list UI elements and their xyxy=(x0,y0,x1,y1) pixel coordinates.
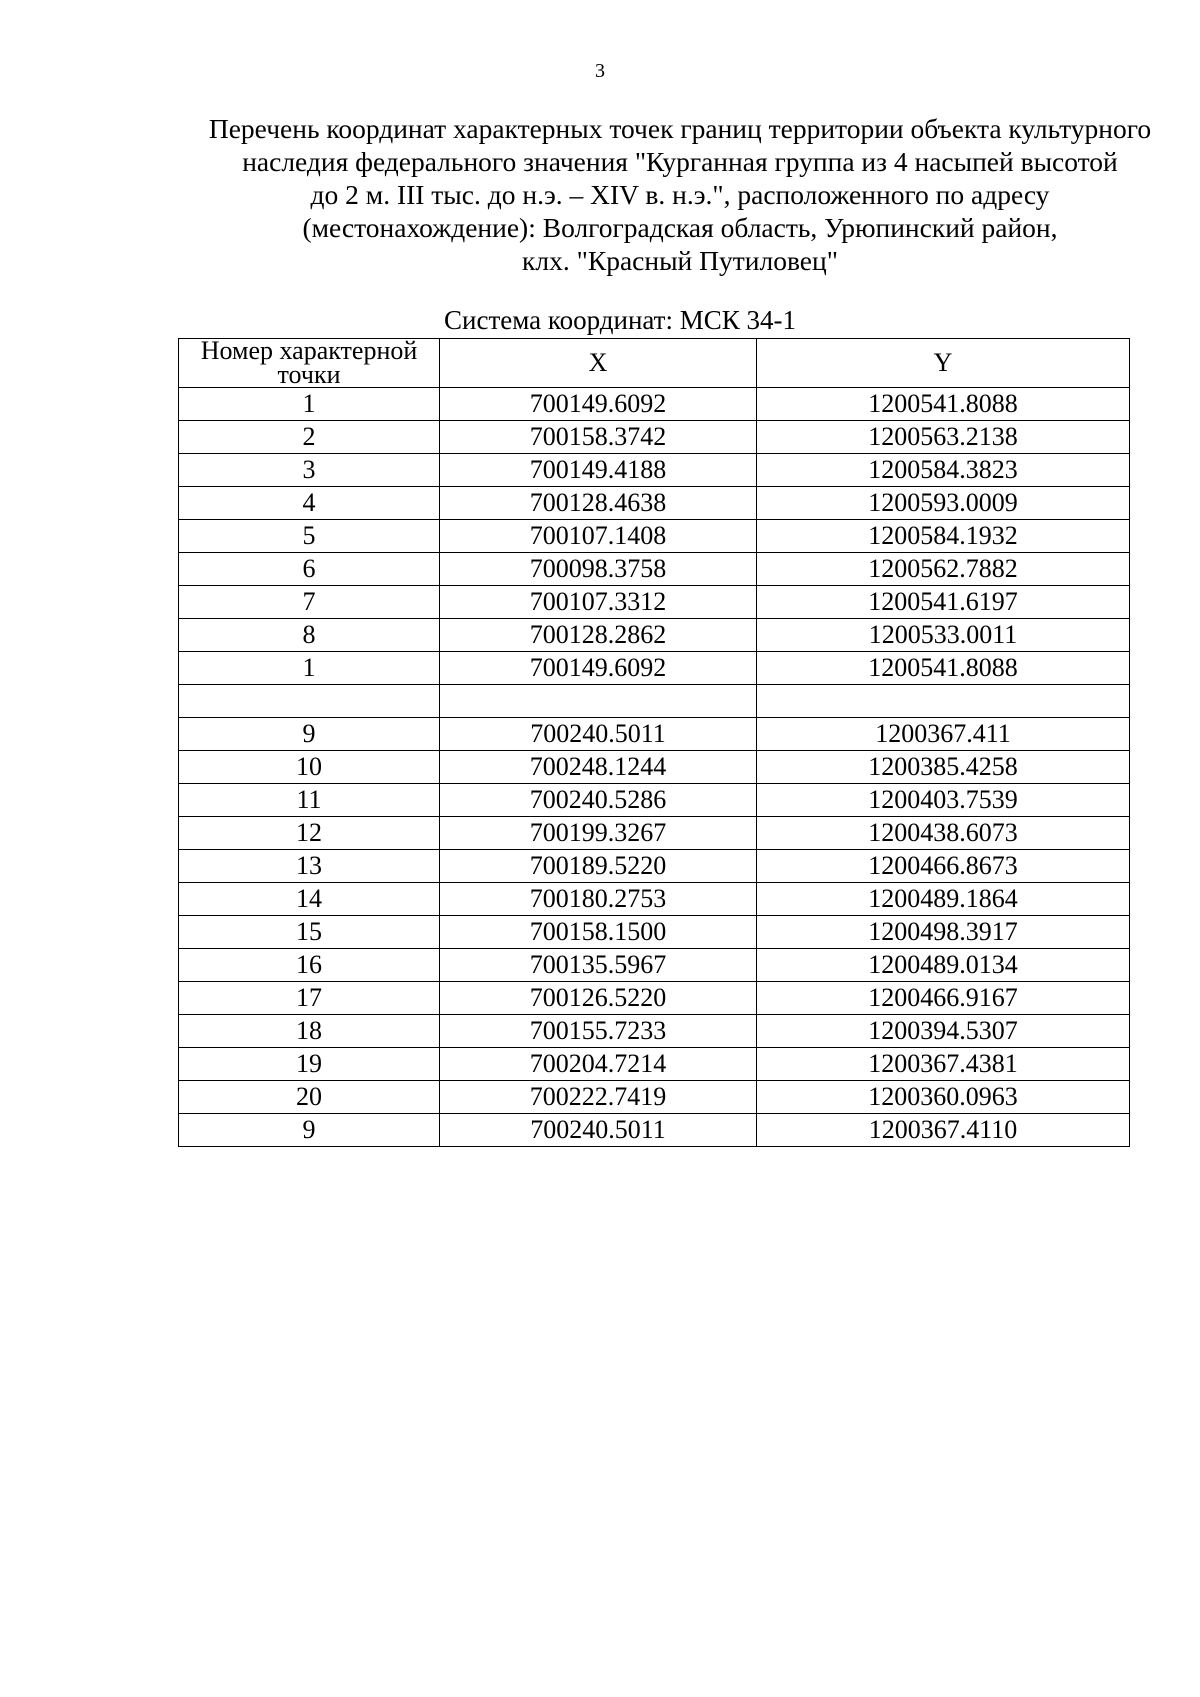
cell-x: 700189.5220 xyxy=(440,850,757,883)
header-x: X xyxy=(440,339,757,388)
title-line: наследия федерального значения "Курганная группа из 4 насыпей высотой xyxy=(242,146,1118,177)
table-row xyxy=(179,586,1130,619)
cell-point-number: 7 xyxy=(179,586,440,619)
cell-point-number: 17 xyxy=(179,982,440,1015)
coordinate-system-caption: Система координат: МСК 34-1 xyxy=(444,305,796,335)
cell-x: 700240.5286 xyxy=(440,784,757,817)
title-line: Перечень координат характерных точек границ территории объекта культурного xyxy=(208,113,1152,144)
document-title xyxy=(140,112,1200,277)
table-row xyxy=(179,718,1130,751)
page-number: 3 xyxy=(595,60,605,82)
cell-x: 700149.4188 xyxy=(440,454,757,487)
cell-y: 1200533.0011 xyxy=(757,619,1130,652)
cell-point-number: 9 xyxy=(179,718,440,751)
title-line: (местонахождение): Волгоградская область, Урюпинский район, xyxy=(302,212,1058,243)
cell-point-number: 8 xyxy=(179,619,440,652)
table-row xyxy=(179,850,1130,883)
table-row xyxy=(179,1081,1130,1114)
cell-x: 700135.5967 xyxy=(440,949,757,982)
cell-y: 1200466.8673 xyxy=(757,850,1130,883)
cell-point-number: 19 xyxy=(179,1048,440,1081)
cell-x: 700107.1408 xyxy=(440,520,757,553)
table-row xyxy=(179,1048,1130,1081)
cell-y: 1200584.1932 xyxy=(757,520,1130,553)
cell-point-number: 6 xyxy=(179,553,440,586)
cell-x: 700199.3267 xyxy=(440,817,757,850)
cell-x: 700240.5011 xyxy=(440,1114,757,1147)
cell-x: 700240.5011 xyxy=(440,718,757,751)
table-row xyxy=(179,553,1130,586)
table-row xyxy=(179,388,1130,421)
cell-point-number: 13 xyxy=(179,850,440,883)
cell-y: 1200563.2138 xyxy=(757,421,1130,454)
cell-point-number: 1 xyxy=(179,652,440,685)
header-y: Y xyxy=(757,339,1130,388)
cell-x: 700149.6092 xyxy=(440,652,757,685)
cell-y: 1200541.6197 xyxy=(757,586,1130,619)
table-row xyxy=(179,1114,1130,1147)
cell-point-number: 2 xyxy=(179,421,440,454)
table-row xyxy=(179,883,1130,916)
cell-y: 1200489.0134 xyxy=(757,949,1130,982)
cell-x: 700107.3312 xyxy=(440,586,757,619)
cell-y: 1200438.6073 xyxy=(757,817,1130,850)
cell-x: 700204.7214 xyxy=(440,1048,757,1081)
cell-y: 1200360.0963 xyxy=(757,1081,1130,1114)
table-row xyxy=(179,784,1130,817)
cell-point-number: 12 xyxy=(179,817,440,850)
table-row xyxy=(179,751,1130,784)
table-row xyxy=(179,817,1130,850)
cell-x: 700098.3758 xyxy=(440,553,757,586)
cell-y: 1200385.4258 xyxy=(757,751,1130,784)
cell-point-number xyxy=(179,685,440,718)
table-row xyxy=(179,949,1130,982)
table-row xyxy=(179,454,1130,487)
cell-y xyxy=(757,685,1130,718)
cell-point-number: 9 xyxy=(179,1114,440,1147)
title-line: до 2 м. III тыс. до н.э. – XIV в. н.э.", расположенного по адресу xyxy=(310,179,1050,210)
cell-point-number: 20 xyxy=(179,1081,440,1114)
cell-y: 1200367.411 xyxy=(757,718,1130,751)
cell-point-number: 1 xyxy=(179,388,440,421)
cell-y: 1200466.9167 xyxy=(757,982,1130,1015)
cell-x: 700158.3742 xyxy=(440,421,757,454)
cell-y: 1200498.3917 xyxy=(757,916,1130,949)
cell-x: 700222.7419 xyxy=(440,1081,757,1114)
cell-point-number: 4 xyxy=(179,487,440,520)
cell-x: 700149.6092 xyxy=(440,388,757,421)
cell-x: 700155.7233 xyxy=(440,1015,757,1048)
cell-y: 1200584.3823 xyxy=(757,454,1130,487)
cell-y: 1200562.7882 xyxy=(757,553,1130,586)
cell-point-number: 15 xyxy=(179,916,440,949)
cell-point-number: 16 xyxy=(179,949,440,982)
table-row xyxy=(179,520,1130,553)
cell-y: 1200541.8088 xyxy=(757,652,1130,685)
cell-x: 700128.4638 xyxy=(440,487,757,520)
table-header-row xyxy=(179,339,1130,388)
header-point-number xyxy=(179,336,440,389)
cell-x xyxy=(440,685,757,718)
cell-x: 700126.5220 xyxy=(440,982,757,1015)
title-line: клх. "Красный Путиловец" xyxy=(522,245,838,276)
cell-point-number: 18 xyxy=(179,1015,440,1048)
coordinates-table xyxy=(178,338,1130,1147)
cell-point-number: 14 xyxy=(179,883,440,916)
header-point-number-label: Номер характерной точки xyxy=(200,336,418,389)
cell-x: 700128.2862 xyxy=(440,619,757,652)
cell-y: 1200367.4110 xyxy=(757,1114,1130,1147)
table-row xyxy=(179,652,1130,685)
table-row xyxy=(179,982,1130,1015)
table-row xyxy=(179,1015,1130,1048)
cell-x: 700248.1244 xyxy=(440,751,757,784)
cell-y: 1200593.0009 xyxy=(757,487,1130,520)
cell-y: 1200367.4381 xyxy=(757,1048,1130,1081)
table-row xyxy=(179,685,1130,718)
cell-y: 1200394.5307 xyxy=(757,1015,1130,1048)
table-row xyxy=(179,487,1130,520)
cell-point-number: 3 xyxy=(179,454,440,487)
table-body xyxy=(179,388,1130,1147)
cell-point-number: 10 xyxy=(179,751,440,784)
cell-point-number: 5 xyxy=(179,520,440,553)
table-row xyxy=(179,619,1130,652)
cell-y: 1200541.8088 xyxy=(757,388,1130,421)
cell-y: 1200403.7539 xyxy=(757,784,1130,817)
cell-y: 1200489.1864 xyxy=(757,883,1130,916)
cell-point-number: 11 xyxy=(179,784,440,817)
table-row xyxy=(179,916,1130,949)
table-row xyxy=(179,421,1130,454)
cell-x: 700158.1500 xyxy=(440,916,757,949)
cell-x: 700180.2753 xyxy=(440,883,757,916)
